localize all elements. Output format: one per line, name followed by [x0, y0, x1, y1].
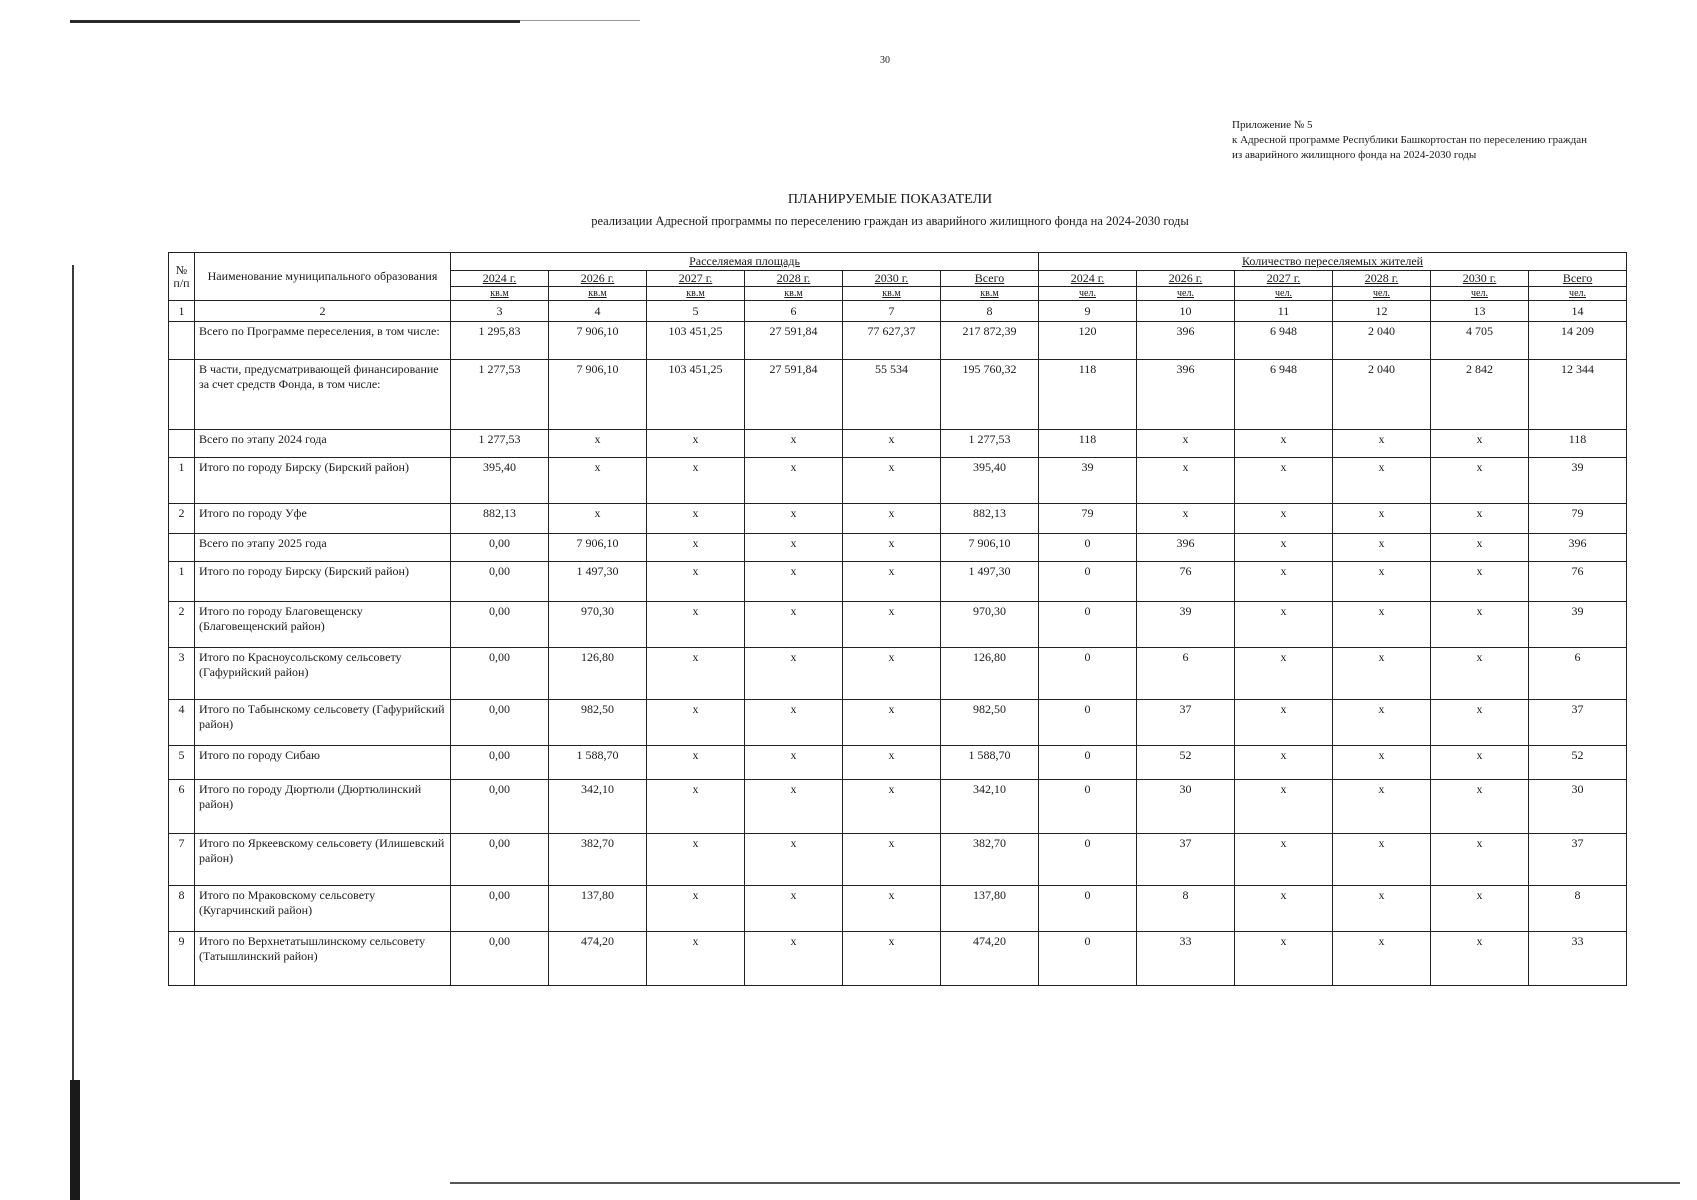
people-cell: 6 948: [1235, 360, 1333, 430]
table-row: [169, 780, 1627, 834]
table-row: [169, 504, 1627, 534]
area-cell: x: [745, 886, 843, 932]
header-area-year: 2028 г.: [745, 271, 843, 287]
area-cell: x: [745, 780, 843, 834]
area-cell: 103 451,25: [647, 322, 745, 360]
people-cell: 0: [1039, 562, 1137, 602]
people-cell: x: [1235, 602, 1333, 648]
municipality-name: Итого по городу Бирску (Бирский район): [195, 458, 451, 504]
header-people-unit: чел.: [1235, 287, 1333, 301]
area-cell: 0,00: [451, 700, 549, 746]
area-cell: x: [843, 746, 941, 780]
area-cell: x: [745, 430, 843, 458]
area-cell: x: [647, 700, 745, 746]
people-cell: 118: [1039, 360, 1137, 430]
people-cell: 76: [1137, 562, 1235, 602]
header-people-year: 2027 г.: [1235, 271, 1333, 287]
table-row: [169, 562, 1627, 602]
people-cell: 2 040: [1333, 360, 1431, 430]
people-cell: x: [1333, 458, 1431, 504]
header-area-year: 2030 г.: [843, 271, 941, 287]
area-cell: x: [843, 504, 941, 534]
people-cell: x: [1333, 602, 1431, 648]
area-cell: 970,30: [549, 602, 647, 648]
row-index: 2: [169, 602, 195, 648]
people-cell: x: [1333, 648, 1431, 700]
municipality-name: Итого по Табынскому сельсовету (Гафурийский район): [195, 700, 451, 746]
area-cell: 0,00: [451, 534, 549, 562]
people-cell: 0: [1039, 886, 1137, 932]
scan-edge-top: [70, 20, 520, 23]
area-cell: x: [745, 602, 843, 648]
people-cell: x: [1333, 534, 1431, 562]
header-people-year: 2026 г.: [1137, 271, 1235, 287]
area-cell: 882,13: [941, 504, 1039, 534]
people-cell: 0: [1039, 700, 1137, 746]
row-index: 8: [169, 886, 195, 932]
people-cell: 0: [1039, 834, 1137, 886]
people-cell: 396: [1137, 360, 1235, 430]
people-cell: 39: [1529, 458, 1627, 504]
people-cell: 120: [1039, 322, 1137, 360]
municipality-name: Всего по этапу 2025 года: [195, 534, 451, 562]
people-cell: x: [1333, 886, 1431, 932]
area-cell: 137,80: [549, 886, 647, 932]
document-subtitle: реализации Адресной программы по переселению граждан из аварийного жилищного фонда на 2024-2030 годы: [591, 214, 1189, 228]
area-cell: 0,00: [451, 602, 549, 648]
area-cell: 0,00: [451, 834, 549, 886]
area-cell: x: [843, 648, 941, 700]
people-cell: 14 209: [1529, 322, 1627, 360]
column-number: 9: [1039, 301, 1137, 322]
area-cell: x: [745, 504, 843, 534]
people-cell: 2 842: [1431, 360, 1529, 430]
people-cell: x: [1431, 780, 1529, 834]
table-row: [169, 430, 1627, 458]
area-cell: 1 277,53: [941, 430, 1039, 458]
row-index: [169, 430, 195, 458]
people-cell: x: [1333, 746, 1431, 780]
area-cell: 395,40: [941, 458, 1039, 504]
area-cell: 126,80: [549, 648, 647, 700]
people-cell: 33: [1529, 932, 1627, 986]
people-cell: 4 705: [1431, 322, 1529, 360]
people-cell: x: [1235, 700, 1333, 746]
area-cell: x: [647, 648, 745, 700]
area-cell: 395,40: [451, 458, 549, 504]
column-number: 13: [1431, 301, 1529, 322]
appendix-line: Приложение № 5: [1232, 119, 1313, 131]
column-number: 14: [1529, 301, 1627, 322]
people-cell: x: [1431, 700, 1529, 746]
people-cell: 76: [1529, 562, 1627, 602]
area-cell: x: [843, 886, 941, 932]
header-people-unit: чел.: [1431, 287, 1529, 301]
area-cell: 0,00: [451, 780, 549, 834]
table-row: [169, 534, 1627, 562]
people-cell: 39: [1137, 602, 1235, 648]
people-cell: 37: [1529, 700, 1627, 746]
area-cell: x: [843, 834, 941, 886]
header-people-year: 2030 г.: [1431, 271, 1529, 287]
scan-edge-left-bottom: [70, 1080, 80, 1200]
area-cell: 7 906,10: [549, 360, 647, 430]
column-number: 6: [745, 301, 843, 322]
area-cell: x: [843, 602, 941, 648]
municipality-name: Итого по Яркеевскому сельсовету (Илишевский район): [195, 834, 451, 886]
appendix-note: [1232, 118, 1587, 163]
table-row: [169, 648, 1627, 700]
area-cell: x: [843, 458, 941, 504]
people-cell: 0: [1039, 932, 1137, 986]
area-cell: x: [647, 780, 745, 834]
area-cell: x: [843, 700, 941, 746]
people-cell: 2 040: [1333, 322, 1431, 360]
scan-edge-top-faint: [520, 20, 640, 21]
people-cell: 37: [1137, 834, 1235, 886]
area-cell: 217 872,39: [941, 322, 1039, 360]
people-cell: 0: [1039, 648, 1137, 700]
people-cell: 0: [1039, 602, 1137, 648]
table-row: [169, 360, 1627, 430]
row-index: 7: [169, 834, 195, 886]
area-cell: 27 591,84: [745, 360, 843, 430]
header-area-unit: кв.м: [745, 287, 843, 301]
people-cell: x: [1235, 746, 1333, 780]
header-people-total: Всего: [1529, 271, 1627, 287]
area-cell: x: [843, 534, 941, 562]
people-cell: x: [1431, 886, 1529, 932]
people-cell: x: [1235, 562, 1333, 602]
people-cell: x: [1431, 430, 1529, 458]
area-cell: 1 277,53: [451, 430, 549, 458]
area-cell: x: [745, 932, 843, 986]
people-cell: 6: [1529, 648, 1627, 700]
area-cell: x: [647, 834, 745, 886]
column-number: 8: [941, 301, 1039, 322]
row-index: [169, 322, 195, 360]
people-cell: x: [1333, 834, 1431, 886]
area-cell: x: [843, 780, 941, 834]
header-people-unit: чел.: [1039, 287, 1137, 301]
column-number: 5: [647, 301, 745, 322]
people-cell: 39: [1039, 458, 1137, 504]
area-cell: 342,10: [549, 780, 647, 834]
area-cell: x: [745, 746, 843, 780]
appendix-line: к Адресной программе Республики Башкортостан по переселению граждан: [1232, 134, 1587, 146]
people-cell: x: [1235, 534, 1333, 562]
people-cell: 6: [1137, 648, 1235, 700]
people-cell: 79: [1039, 504, 1137, 534]
people-cell: x: [1235, 648, 1333, 700]
header-area-unit: кв.м: [647, 287, 745, 301]
people-cell: 396: [1137, 534, 1235, 562]
people-cell: x: [1431, 562, 1529, 602]
people-cell: 8: [1137, 886, 1235, 932]
page-number: 30: [880, 55, 890, 66]
people-cell: 30: [1137, 780, 1235, 834]
table-row: [169, 834, 1627, 886]
table-row: [169, 602, 1627, 648]
column-number: 12: [1333, 301, 1431, 322]
municipality-name: Итого по Красноусольскому сельсовету (Гафурийский район): [195, 648, 451, 700]
area-cell: x: [843, 562, 941, 602]
table-row: [169, 746, 1627, 780]
people-cell: 39: [1529, 602, 1627, 648]
column-number: 4: [549, 301, 647, 322]
area-cell: x: [647, 886, 745, 932]
area-cell: 982,50: [941, 700, 1039, 746]
people-cell: x: [1333, 700, 1431, 746]
area-cell: x: [647, 458, 745, 504]
appendix-line: из аварийного жилищного фонда на 2024-2030 годы: [1232, 149, 1477, 161]
area-cell: 0,00: [451, 886, 549, 932]
people-cell: x: [1235, 504, 1333, 534]
indicators-table: [168, 252, 1627, 986]
column-number: 2: [195, 301, 451, 322]
people-cell: x: [1431, 834, 1529, 886]
area-cell: x: [745, 700, 843, 746]
column-number: 1: [169, 301, 195, 322]
area-cell: 1 497,30: [549, 562, 647, 602]
municipality-name: Итого по Верхнетатышлинскому сельсовету (Татышлинский район): [195, 932, 451, 986]
header-area-unit: кв.м: [549, 287, 647, 301]
row-index: 6: [169, 780, 195, 834]
table-row: [169, 700, 1627, 746]
area-cell: 27 591,84: [745, 322, 843, 360]
scan-edge-left: [72, 265, 74, 1080]
area-cell: x: [647, 504, 745, 534]
area-cell: 1 295,83: [451, 322, 549, 360]
municipality-name: Всего по этапу 2024 года: [195, 430, 451, 458]
column-numbers-row: [169, 301, 1627, 322]
table-row: [169, 932, 1627, 986]
area-cell: 1 588,70: [549, 746, 647, 780]
area-cell: x: [843, 430, 941, 458]
people-cell: x: [1333, 780, 1431, 834]
area-cell: x: [647, 534, 745, 562]
people-cell: x: [1333, 932, 1431, 986]
scan-edge-bottom: [450, 1182, 1680, 1184]
area-cell: 137,80: [941, 886, 1039, 932]
people-cell: 30: [1529, 780, 1627, 834]
column-number: 7: [843, 301, 941, 322]
area-cell: x: [745, 562, 843, 602]
column-number: 11: [1235, 301, 1333, 322]
area-cell: x: [647, 562, 745, 602]
header-area-year: 2027 г.: [647, 271, 745, 287]
header-area-year: 2024 г.: [451, 271, 549, 287]
area-cell: 195 760,32: [941, 360, 1039, 430]
row-index: 5: [169, 746, 195, 780]
people-cell: 37: [1529, 834, 1627, 886]
municipality-name: Всего по Программе переселения, в том числе:: [195, 322, 451, 360]
people-cell: 52: [1529, 746, 1627, 780]
people-cell: x: [1431, 458, 1529, 504]
municipality-name: Итого по городу Сибаю: [195, 746, 451, 780]
area-cell: 342,10: [941, 780, 1039, 834]
area-cell: 0,00: [451, 562, 549, 602]
area-cell: x: [745, 534, 843, 562]
people-cell: 8: [1529, 886, 1627, 932]
area-cell: 0,00: [451, 746, 549, 780]
area-cell: 1 497,30: [941, 562, 1039, 602]
header-area-unit: кв.м: [843, 287, 941, 301]
area-cell: 7 906,10: [549, 322, 647, 360]
people-cell: x: [1235, 886, 1333, 932]
municipality-name: Итого по городу Дюртюли (Дюртюлинский район): [195, 780, 451, 834]
area-cell: x: [745, 834, 843, 886]
row-index: [169, 534, 195, 562]
table-row: [169, 322, 1627, 360]
municipality-name: Итого по городу Благовещенску (Благовещенский район): [195, 602, 451, 648]
people-cell: x: [1137, 458, 1235, 504]
header-people-year: 2028 г.: [1333, 271, 1431, 287]
header-area-total: Всего: [941, 271, 1039, 287]
people-cell: 0: [1039, 746, 1137, 780]
area-cell: 0,00: [451, 648, 549, 700]
column-number: 10: [1137, 301, 1235, 322]
people-cell: 118: [1039, 430, 1137, 458]
header-num: № п/п: [169, 253, 195, 301]
area-cell: x: [745, 648, 843, 700]
people-cell: 37: [1137, 700, 1235, 746]
people-cell: x: [1431, 648, 1529, 700]
area-cell: x: [549, 430, 647, 458]
row-index: 2: [169, 504, 195, 534]
row-index: 1: [169, 458, 195, 504]
people-cell: x: [1431, 534, 1529, 562]
people-cell: x: [1235, 458, 1333, 504]
people-cell: x: [1431, 932, 1529, 986]
people-cell: x: [1137, 504, 1235, 534]
people-cell: x: [1333, 504, 1431, 534]
people-cell: 12 344: [1529, 360, 1627, 430]
row-index: 1: [169, 562, 195, 602]
people-cell: x: [1333, 562, 1431, 602]
area-cell: 474,20: [549, 932, 647, 986]
header-area-unit: кв.м: [941, 287, 1039, 301]
people-cell: x: [1431, 746, 1529, 780]
header-name: Наименование муниципального образования: [195, 253, 451, 301]
area-cell: 382,70: [549, 834, 647, 886]
people-cell: x: [1431, 504, 1529, 534]
area-cell: x: [647, 746, 745, 780]
people-cell: 396: [1137, 322, 1235, 360]
people-cell: x: [1333, 430, 1431, 458]
area-cell: 970,30: [941, 602, 1039, 648]
people-cell: 6 948: [1235, 322, 1333, 360]
people-cell: 0: [1039, 780, 1137, 834]
area-cell: x: [549, 504, 647, 534]
header-people-unit: чел.: [1137, 287, 1235, 301]
area-cell: x: [647, 430, 745, 458]
header-people-group: Количество переселяемых жителей: [1039, 253, 1627, 271]
header-area-group: Расселяемая площадь: [451, 253, 1039, 271]
municipality-name: Итого по городу Уфе: [195, 504, 451, 534]
header-people-unit: чел.: [1529, 287, 1627, 301]
area-cell: x: [549, 458, 647, 504]
people-cell: x: [1235, 834, 1333, 886]
row-index: [169, 360, 195, 430]
header-people-year: 2024 г.: [1039, 271, 1137, 287]
area-cell: 126,80: [941, 648, 1039, 700]
table-row: [169, 886, 1627, 932]
people-cell: 79: [1529, 504, 1627, 534]
area-cell: 882,13: [451, 504, 549, 534]
people-cell: 33: [1137, 932, 1235, 986]
municipality-name: Итого по городу Бирску (Бирский район): [195, 562, 451, 602]
area-cell: 382,70: [941, 834, 1039, 886]
area-cell: 55 534: [843, 360, 941, 430]
area-cell: 1 277,53: [451, 360, 549, 430]
column-number: 3: [451, 301, 549, 322]
area-cell: 1 588,70: [941, 746, 1039, 780]
row-index: 4: [169, 700, 195, 746]
row-index: 9: [169, 932, 195, 986]
area-cell: 7 906,10: [941, 534, 1039, 562]
area-cell: 7 906,10: [549, 534, 647, 562]
header-people-unit: чел.: [1333, 287, 1431, 301]
header-area-unit: кв.м: [451, 287, 549, 301]
table-row: [169, 458, 1627, 504]
area-cell: x: [647, 602, 745, 648]
area-cell: x: [843, 932, 941, 986]
area-cell: 474,20: [941, 932, 1039, 986]
area-cell: 982,50: [549, 700, 647, 746]
row-index: 3: [169, 648, 195, 700]
people-cell: x: [1431, 602, 1529, 648]
people-cell: 0: [1039, 534, 1137, 562]
document-title: ПЛАНИРУЕМЫЕ ПОКАЗАТЕЛИ: [787, 192, 993, 207]
municipality-name: Итого по Мраковскому сельсовету (Кугарчинский район): [195, 886, 451, 932]
area-cell: 77 627,37: [843, 322, 941, 360]
area-cell: 103 451,25: [647, 360, 745, 430]
area-cell: x: [745, 458, 843, 504]
people-cell: x: [1235, 780, 1333, 834]
people-cell: x: [1235, 430, 1333, 458]
municipality-name: В части, предусматривающей финансирование за счет средств Фонда, в том числе:: [195, 360, 451, 430]
people-cell: x: [1137, 430, 1235, 458]
area-cell: x: [647, 932, 745, 986]
people-cell: 396: [1529, 534, 1627, 562]
people-cell: x: [1235, 932, 1333, 986]
people-cell: 52: [1137, 746, 1235, 780]
header-area-year: 2026 г.: [549, 271, 647, 287]
people-cell: 118: [1529, 430, 1627, 458]
area-cell: 0,00: [451, 932, 549, 986]
